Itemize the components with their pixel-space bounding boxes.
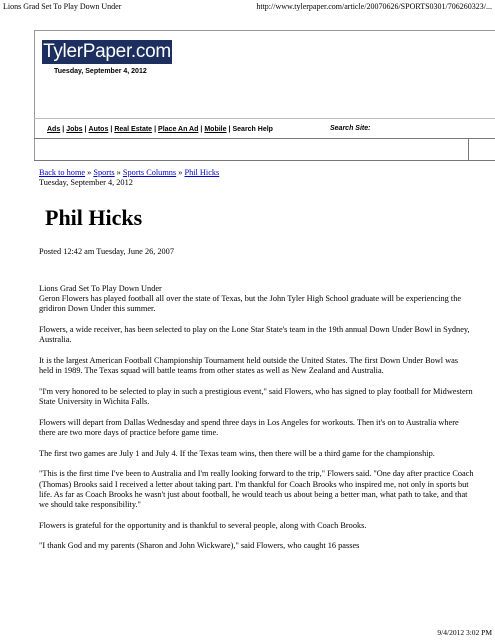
page-date: Tuesday, September 4, 2012 <box>39 178 133 188</box>
nav-item-real-estate[interactable]: Real Estate <box>114 126 153 133</box>
site-logo[interactable]: TylerPaper.com <box>43 41 171 62</box>
search-button[interactable] <box>468 139 495 160</box>
nav-item-ads[interactable]: Ads <box>47 126 61 133</box>
article-paragraph: Flowers is grateful for the opportunity and is thankful to several people, along with Coach Brooks. <box>39 520 367 530</box>
nav-item-place-an-ad[interactable]: Place An Ad <box>158 126 199 133</box>
nav-item-mobile[interactable]: Mobile <box>204 126 227 133</box>
article-paragraph: "This is the first time I've been to Australia and I'm really looking forward to the trip," Flowers said. "One day after practice Coach (Thomas) Brooks said I received a letter about taking part. I'm thankful for Coach Brooks who inspired me, not only in sports but life. As far as Coach Brooks he wasn't just about football, he would teach us about being a better man, what path to take, and that we should take responsibility." <box>39 469 474 510</box>
breadcrumb-separator: » <box>85 168 94 177</box>
article-paragraph: Geron Flowers has played football all over the state of Texas, but the John Tyler High School graduate will be experiencing the gridiron Down Under this summer. <box>39 294 462 314</box>
article-paragraph: It is the largest American Football Championship Tournament held outside the United States. The first Down Under Bowl was held in 1989. The Texas squad will battle teams from other states as well as New Zealand and Australia. <box>39 355 459 376</box>
article-headline: Lions Grad Set To Play Down Under <box>39 283 162 293</box>
article-paragraph: Flowers, a wide receiver, has been selected to play on the Lone Star State's team in the 19th annual Down Under Bowl in Sydney, Australia. <box>39 325 470 345</box>
breadcrumb-sports-columns[interactable]: Sports Columns <box>122 168 177 177</box>
search-site-label: Search Site: <box>330 125 371 132</box>
breadcrumb <box>39 168 474 178</box>
header-date: Tuesday, September 4, 2012 <box>54 68 147 75</box>
print-footer-datetime: 9/4/2012 3:02 PM <box>437 628 492 637</box>
main-content <box>39 168 474 562</box>
article-paragraph: Flowers will depart from Dallas Wednesday and spend three days in Los Angeles for workouts. Then it's on to Australia where there are two more days of practice before game time. <box>39 417 459 438</box>
breadcrumb-home[interactable]: Back to home <box>39 168 86 177</box>
article-paragraph: The first two games are July 1 and July 4. If the Texas team wins, then there will be a third game for the championship. <box>39 448 435 458</box>
article-body <box>39 284 474 552</box>
nav-item-autos[interactable]: Autos <box>88 126 109 133</box>
breadcrumb-sports[interactable]: Sports <box>93 168 115 177</box>
breadcrumb-separator: » <box>176 168 185 177</box>
print-header <box>3 2 492 12</box>
breadcrumb-phil-hicks[interactable]: Phil Hicks <box>184 168 220 177</box>
posted-timestamp: Posted 12:42 am Tuesday, June 26, 2007 <box>39 246 174 256</box>
breadcrumb-separator: » <box>114 168 123 177</box>
search-help-link[interactable]: Search Help <box>232 126 273 133</box>
top-nav: Ads | Jobs | Autos | Real Estate | Place An Ad | Mobile | Search Help <box>47 126 273 133</box>
search-input[interactable] <box>34 138 495 161</box>
print-header-title: Lions Grad Set To Play Down Under <box>3 2 122 11</box>
page-title: Phil Hicks <box>45 204 143 230</box>
article-paragraph: "I'm very honored to be selected to play in such a prestigious event," said Flowers, who has signed to play football for Midwestern State University in Wichita Falls. <box>39 386 473 407</box>
nav-item-jobs[interactable]: Jobs <box>66 126 83 133</box>
header-divider <box>34 118 495 119</box>
article-paragraph: "I thank God and my parents (Sharon and John Wickware)," said Flowers, who caught 16 passes <box>39 541 360 551</box>
print-header-url: http://www.tylerpaper.com/article/20070626/SPORTS0301/706260323/... <box>256 2 492 11</box>
